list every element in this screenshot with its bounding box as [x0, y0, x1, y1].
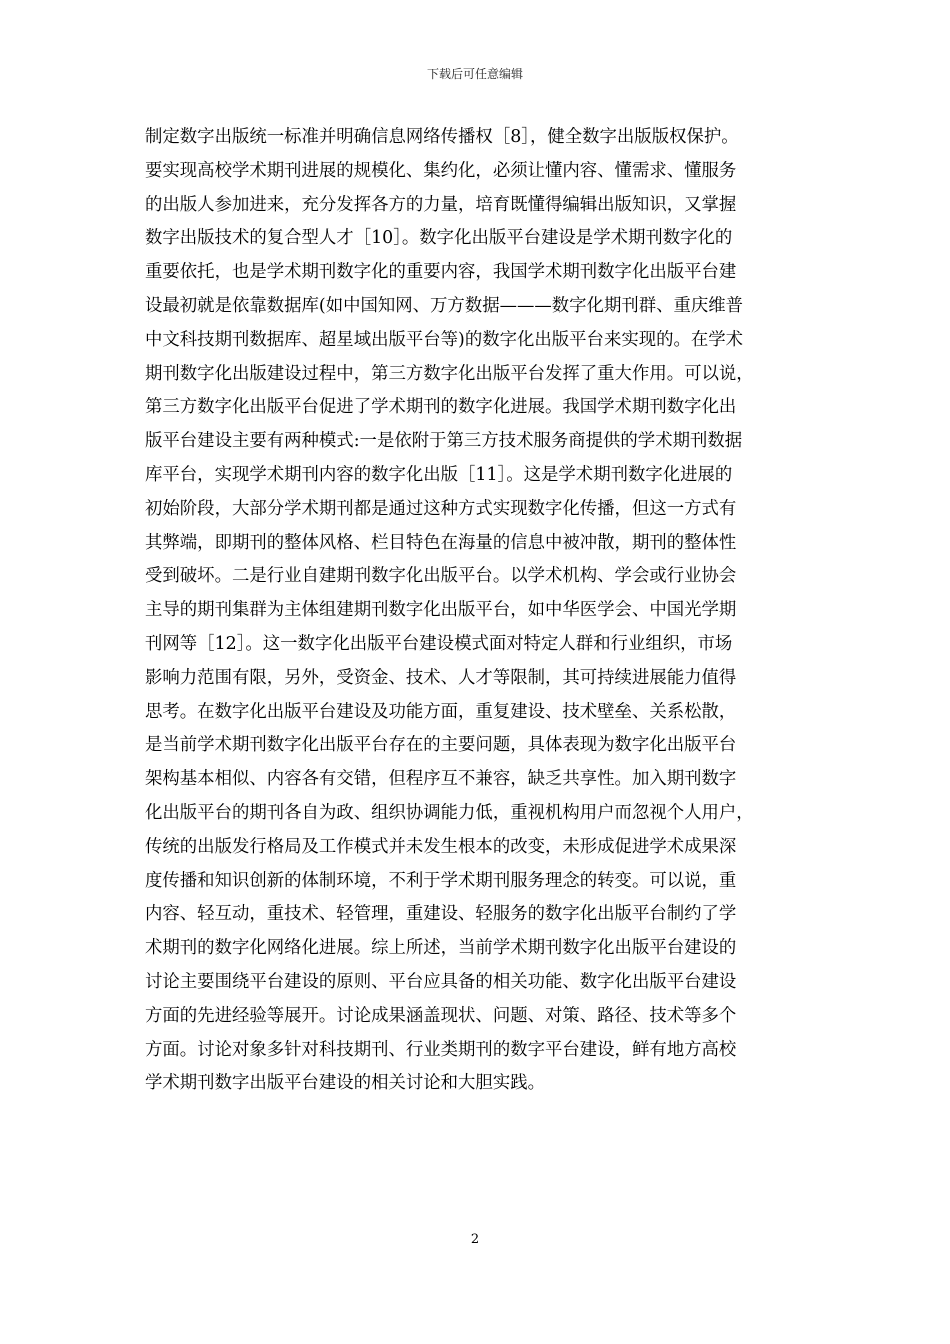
text-line: 学术期刊数字出版平台建设的相关讨论和大胆实践。	[145, 1073, 545, 1094]
text-line: 架构基本相似、内容各有交错，但程序互不兼容，缺乏共享性。加入期刊数字	[145, 769, 737, 790]
text-line: 其弊端，即期刊的整体风格、栏目特色在海量的信息中被冲散，期刊的整体性	[145, 532, 737, 553]
text-line: 传统的出版发行格局及工作模式并未发生根本的改变，未形成促进学术成果深	[145, 836, 737, 857]
text-line: 化出版平台的期刊各自为政、组织协调能力低，重视机构用户而忽视个人用户，	[145, 802, 754, 823]
text-line: 数字出版技术的复合型人才［10］。数字化出版平台建设是学术期刊数字化的	[145, 228, 733, 249]
text-line: 方面。讨论对象多针对科技期刊、行业类期刊的数字平台建设，鲜有地方高校	[145, 1039, 737, 1060]
text-line: 要实现高校学术期刊进展的规模化、集约化，必须让懂内容、懂需求、懂服务	[145, 160, 737, 181]
text-line: 初始阶段，大部分学术期刊都是通过这种方式实现数字化传播，但这一方式有	[145, 498, 737, 519]
text-line: 思考。在数字化出版平台建设及功能方面，重复建设、技术壁垒、关系松散，	[145, 701, 737, 722]
text-line: 重要依托，也是学术期刊数字化的重要内容，我国学术期刊数字化出版平台建	[145, 262, 737, 283]
text-line: 期刊数字化出版建设过程中，第三方数字化出版平台发挥了重大作用。可以说，	[145, 363, 754, 384]
text-line: 刊网等［12］。这一数字化出版平台建设模式面对特定人群和行业组织，市场	[145, 633, 733, 654]
text-line: 库平台，实现学术期刊内容的数字化出版［11］。这是学术期刊数字化进展的	[145, 464, 733, 485]
text-line: 版平台建设主要有两种模式:一是依附于第三方技术服务商提供的学术期刊数据	[145, 431, 743, 452]
text-line: 主导的期刊集群为主体组建期刊数字化出版平台，如中华医学会、中国光学期	[145, 600, 737, 621]
text-line: 是当前学术期刊数字化出版平台存在的主要问题，具体表现为数字化出版平台	[145, 735, 737, 756]
text-line: 内容、轻互动，重技术、轻管理，重建设、轻服务的数字化出版平台制约了学	[145, 904, 737, 925]
text-line: 第三方数字化出版平台促进了学术期刊的数字化进展。我国学术期刊数字化出	[145, 397, 737, 418]
page-number: 2	[470, 1232, 480, 1247]
text-line: 制定数字出版统一标准并明确信息网络传播权［8］，健全数字出版版权保护。	[145, 127, 739, 147]
text-line: 受到破坏。二是行业自建期刊数字化出版平台。以学术机构、学会或行业协会	[145, 566, 737, 587]
text-line: 讨论主要围绕平台建设的原则、平台应具备的相关功能、数字化出版平台建设	[145, 971, 737, 992]
page-header: 下载后可任意编辑	[426, 67, 523, 81]
text-line: 中文科技期刊数据库、超星域出版平台等)的数字化出版平台来实现的。在学术	[145, 329, 744, 350]
text-line: 影响力范围有限，另外，受资金、技术、人才等限制，其可持续进展能力值得	[145, 667, 737, 688]
text-line: 的出版人参加进来，充分发挥各方的力量，培育既懂得编辑出版知识，又掌握	[145, 194, 737, 215]
text-line: 方面的先进经验等展开。讨论成果涵盖现状、问题、对策、路径、技术等多个	[145, 1005, 737, 1026]
text-line: 度传播和知识创新的体制环境，不利于学术期刊服务理念的转变。可以说，重	[145, 870, 737, 891]
text-line: 设最初就是依靠数据库(如中国知网、万方数据———数字化期刊群、重庆维普	[145, 295, 744, 316]
body-paragraph	[145, 121, 825, 1101]
text-line: 术期刊的数字化网络化进展。综上所述，当前学术期刊数字化出版平台建设的	[145, 938, 737, 959]
